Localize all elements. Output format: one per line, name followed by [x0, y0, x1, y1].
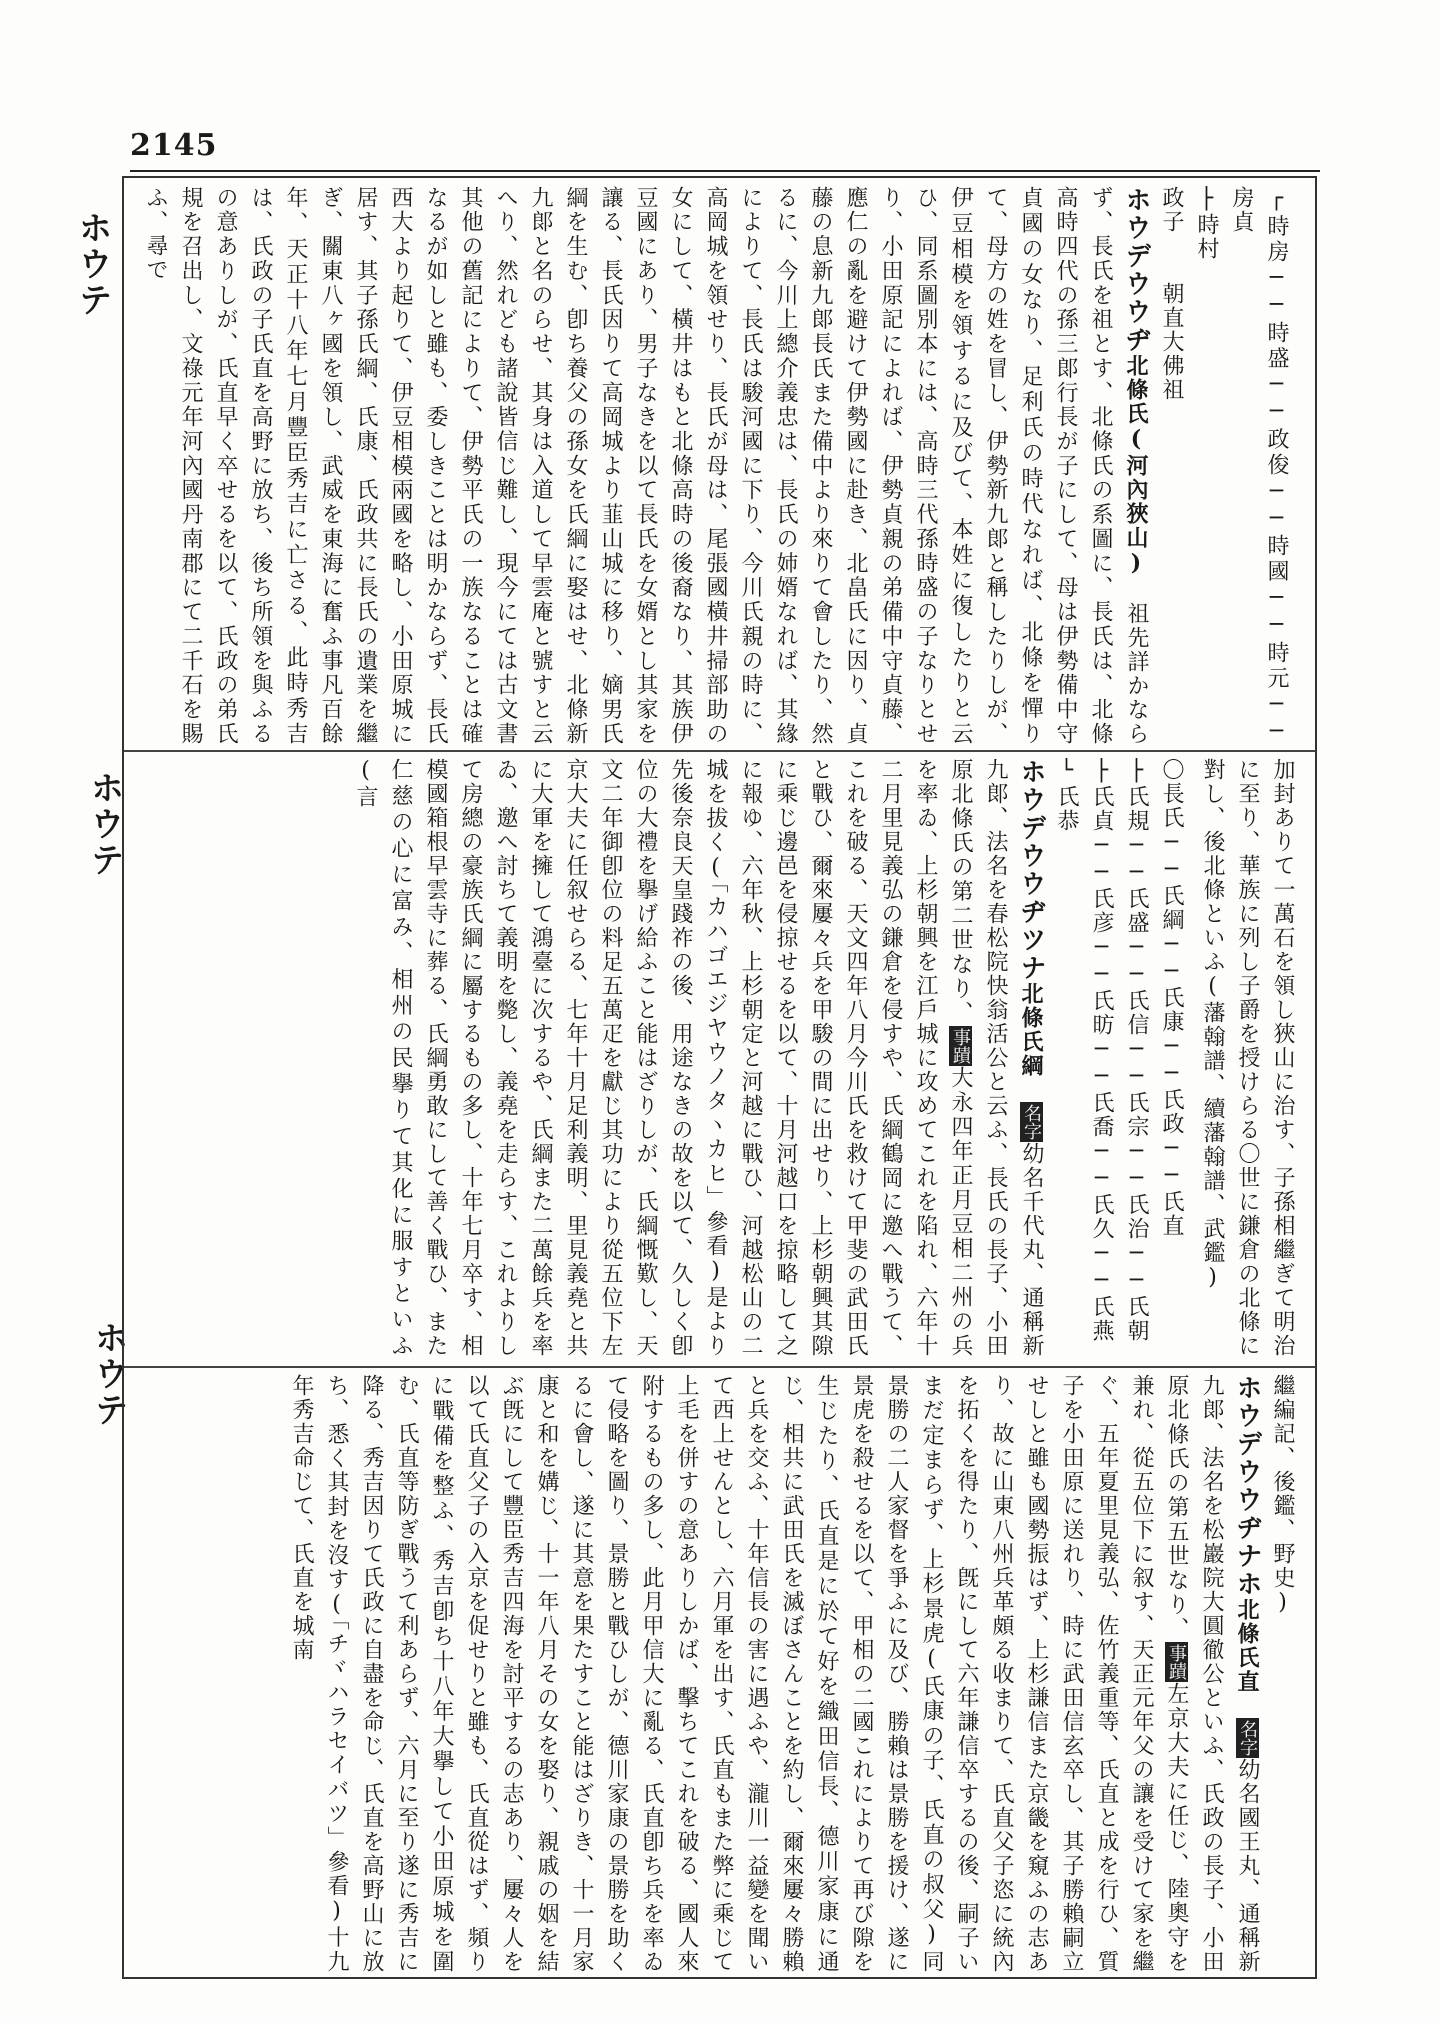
tier-divider [124, 750, 1315, 752]
tier-2-column [348, 758, 1300, 1358]
entry-note: 祖先詳 [1124, 602, 1149, 674]
entry-subtitle: 北條氏綱 [1018, 982, 1044, 1078]
page-frame [122, 176, 1317, 1979]
continued-text: 繼編記、後鑑、野史) [1270, 1374, 1295, 1617]
lineage-line: ├氏貞──氏彦──氏昉──氏喬──氏久──氏燕 [1089, 758, 1114, 1343]
tier-3-column [284, 1374, 1300, 1974]
keyword-career-badge: 事蹟 [950, 1027, 971, 1065]
lineage-line: ├時村 [1194, 186, 1219, 261]
tier-2-lineage [1049, 758, 1189, 1358]
lineage-line: ┌時房──時盛──政俊──時國──時元──房貞 [1229, 186, 1289, 746]
entry-title: ホウデウウヂナホ [1232, 1374, 1262, 1598]
tier-divider [124, 1366, 1315, 1368]
lineage-line: ├氏規──氏盛──氏信──氏宗──氏治──氏朝 [1124, 758, 1149, 1343]
lineage-line: 〇長氏──氏綱──氏康──氏政──氏直 [1159, 758, 1184, 1238]
page-number: 2145 [130, 128, 218, 163]
tier-2 [140, 758, 1300, 1358]
entry-title: ホウデウウヂツナ [1016, 758, 1046, 982]
margin-heading-2: ホウテ [84, 770, 124, 878]
keyword-career-badge: 事蹟 [1166, 1643, 1187, 1681]
continued-text: 加封ありて一萬石を領し狹山に治す、子孫相繼ぎて明治に至り、華族に列し子爵を授けらる〇世に鎌倉の北條に對し、後北條といふ(藩翰譜、續藩翰譜、武鑑) [1200, 758, 1295, 1358]
entry-subtitle: 北條氏直 [1234, 1598, 1260, 1694]
tier-1-lineage [1154, 186, 1294, 746]
tier-3 [140, 1374, 1300, 1974]
tier-1-column [140, 186, 1300, 746]
lineage-line: └氏恭 [1054, 758, 1079, 833]
keyword-name-badge: 名字 [1237, 1720, 1258, 1756]
header-rule [130, 170, 1320, 172]
entry-body: 幼名國王丸、通稱新九郞、法名を松巖院大圓徹公といふ、氏政の長子、小田原北條氏の第五世なり、事蹟左京大夫に任じ、陸奧守を兼れ、從五位下に叙す、天正元年父の讓を受けて家を繼ぐ、五年夏里見義弘、佐竹義重等、氏直と成を行ひ、質子を小田原に送れり、時に武田信玄卒し、其子勝賴嗣立せしと雖も國勢振はず、上杉謙信また京畿を窺ふの志あり、故に山東八州兵革頗る收まりて、氏直父子恣に統內を拓くを得たり、旣にして六年謙信卒するの後、嗣子いまだ定まらず、上杉景虎(氏康の子、氏直の叔父)同景勝の二人家督を爭ふに及び、勝賴は景勝を援け、遂に景虎を殺せるを以て、甲相の二國これによりて再び隙を生じたり、氏直是に於て好を織田信長、德川家康に通じ、相共に武田氏を滅ぼさんことを約し、爾來屢々勝賴と兵を交ふ、十年信長の害に遇ふや、瀧川一益變を聞いて西上せんとし、六月軍を出す、氏直もまた弊に乘じて上毛を併すの意ありしかば、擊ちてこれを破る、國人來附するもの多し、此月甲信大に亂る、氏直卽ち兵を率ゐて侵略を圖り、景勝と戰ひしが、德川家康の景勝を助くるに會し、遂に其意を果たすこと能はざりき、十一月家康と和を媾じ、十一年八月その女を娶り、親戚の姻を結ぶ旣にして豐臣秀吉四海を討平するの志あり、屢々人を以て氏直父子の入京を促せりと雖も、氏直從はず、頻りに戰備を整ふ、秀吉卽ち十八年大擧して小田原城を圍む、氏直等防ぎ戰うて利あらず、六月に至り遂に秀吉に降る、秀吉因りて氏政に自盡を命じ、氏直を高野山に放ち、悉く其封を沒す(「チヾハラセイバツ」參看)十九年秀吉命じて、氏直を城南 [289, 1374, 1260, 1974]
margin-heading-1: ホウテ [72, 210, 112, 318]
entry-title: ホウデウウヂ [1121, 186, 1151, 354]
keyword-name-badge: 名字 [1021, 1104, 1042, 1140]
entry-body: かならず、長氏を祖とす、北條氏の系圖に、長氏は、北條高時四代の孫三郞行長が子にして、母は伊勢備中守貞國の女なり、足利氏の時代なれば、北條を憚りて、母方の姓を冒し、伊勢新九郞と稱したりしが、伊豆相模を領するに及びて、本姓に復したりと云ひ、同系圖別本には、高時三代孫時盛の子なりとせり、小田原記によれば、伊勢貞親の弟備中守貞藤、應仁の亂を避けて伊勢國に赴き、北畠氏に因り、貞藤の息新九郞長氏また備中より來りて會したり、然るに、今川上總介義忠は、長氏の姉婿なれば、其緣によりて、長氏は駿河國に下り、今川氏親の時に、高岡城を領せり、長氏が母は、尾張國橫井掃部助の女にして、橫井はもと北條高時の後裔なり、其族伊豆國にあり、男子なきを以て長氏を女婿とし其家を讓る、長氏因りて高岡城より韮山城に移り、嫡男氏綱を生む、卽ち養父の孫女を氏綱に娶はせ、北條新九郞と名のらせ、其身は入道して早雲庵と號すと云へり、然れども諸說皆信じ難し、現今にては古文書其他の舊記によりて、伊勢平氏の一族なることは確なるが如しと雖も、委しきことは明かならず、長氏西大より起りて、伊豆相模兩國を略し、小田原城に居す、其子孫氏綱、氏康、氏政共に長氏の遺業を繼ぎ、關東八ヶ國を領し、武威を東海に奮ふ事凡百餘年、天正十八年七月豐臣秀吉に亡さる、此時秀吉は、氏政の子氏直を高野に放ち、後ち所領を與ふるの意ありしが、氏直早く卒せるを以て、氏政の弟氏規を召出し、文祿元年河內國丹南郡にて二千石を賜ふ、尋で [143, 186, 1149, 746]
lineage-line: 政子 朝直大佛祖 [1159, 186, 1184, 402]
margin-heading-3: ホウテ [88, 1320, 128, 1428]
entry-body: 幼名千代丸、通稱新九郞、法名を春松院快翁活公と云ふ、長氏の長子、小田原北條氏の第二世なり、事蹟大永四年正月豆相二州の兵を率ゐ、上杉朝興を江戶城に攻めてこれを陷れ、六年十二月里見義弘の鎌倉を侵すや、氏綱鶴岡に邀へ戰うて、これを破る、天文四年八月今川氏を救けて甲斐の武田氏と戰ひ、爾來屢々兵を甲駿の間に出せり、上杉朝興其隙に乘じ邊邑を侵掠せるを以て、十月河越口を掠略して之に報ゆ、六年秋、上杉朝定と河越に戰ひ、河越松山の二城を拔く(「カハゴエジヤウノタヽカヒ」參看)是より先後奈良天皇踐祚の後、用途なきの故を以て、久しく卽位の大禮を擧げ給ふこと能はざりしが、氏綱慨歎し、天文二年御卽位の料足五萬疋を獻じ其功により從五位下左京大夫に任叙せらる、七年十月足利義明、里見義堯と共に大軍を擁して鴻臺に次するや、氏綱また二萬餘兵を率ゐ、邀へ討ちて義明を斃し、義堯を走らす、これよりして房總の豪族氏綱に屬するもの多し、十年七月卒す、相模國箱根早雲寺に葬る、氏綱勇敢にして善く戰ひ、また仁慈の心に富み、相州の民擧りて其化に服すといふ(言 [353, 758, 1044, 1358]
tier-1 [140, 186, 1300, 746]
entry-subtitle: 北條氏(河內狹山) [1123, 354, 1149, 578]
